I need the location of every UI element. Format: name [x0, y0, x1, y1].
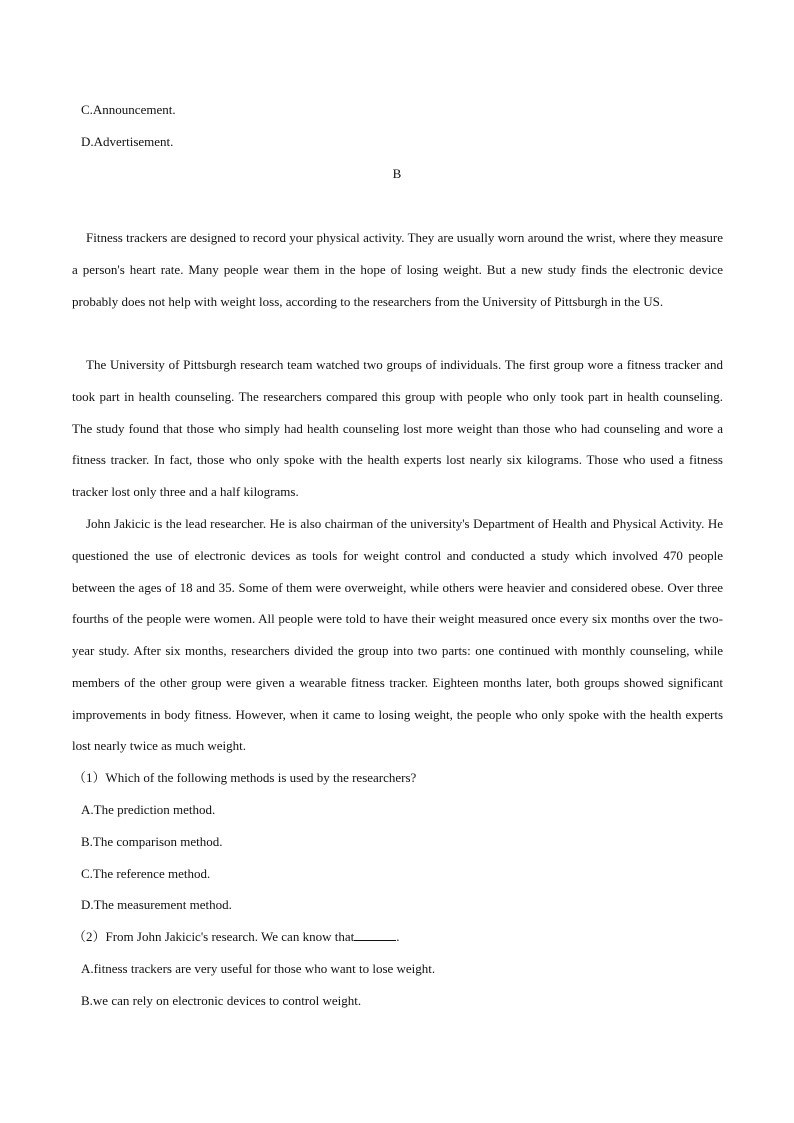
- question-1-option-d: D.The measurement method.: [81, 897, 232, 912]
- section-label: B: [392, 166, 402, 181]
- question-1-option-b: B.The comparison method.: [81, 834, 223, 849]
- passage-paragraph-1: Fitness trackers are designed to record your physical activity. They are usually worn around the wrist, where they measure a person's heart rate. Many people wear them in the hope of losing weight. But a new study finds the electronic device probably does not help with weight loss, according to the researchers from the University of Pittsburgh in the US.: [72, 230, 723, 309]
- prev-option-c: C.Announcement.: [81, 102, 176, 117]
- passage-paragraph-3: John Jakicic is the lead researcher. He is also chairman of the university's Department of Health and Physical Activity. He questioned the use of electronic devices as tools for weight control and conducted a study which involved 470 people between the ages of 18 and 35. Some of them were overweight, while others were heavier and considered obese. Over three fourths of the people were women. All people were told to have their weight measured once every six months over the two-year study. After six months, researchers divided the group into two parts: one continued with monthly counseling, while members of the other group were given a wearable fitness tracker. Eighteen months later, both groups showed significant improvements in body fitness. However, when it came to losing weight, the people who only spoke with the health experts lost nearly twice as much weight.: [72, 516, 723, 754]
- question-1-option-c: C.The reference method.: [81, 866, 211, 881]
- answer-blank: [354, 929, 396, 941]
- question-2-stem: [73, 929, 399, 945]
- passage-paragraph-2: The University of Pittsburgh research team watched two groups of individuals. The first group wore a fitness tracker and took part in health counseling. The researchers compared this group with people who only took part in health counseling. The study found that those who simply had health counseling lost more weight than those who had counseling and wore a fitness tracker. In fact, those who only spoke with the health experts lost nearly six kilograms. Those who used a fitness tracker lost only three and a half kilograms.: [72, 357, 723, 499]
- question-2-option-b: B.we can rely on electronic devices to control weight.: [81, 993, 362, 1008]
- question-2-option-a: A.fitness trackers are very useful for those who want to lose weight.: [81, 961, 436, 976]
- question-2-stem-end: .: [396, 929, 400, 944]
- question-1-option-a: A.The prediction method.: [81, 802, 216, 817]
- question-1-stem: （1）Which of the following methods is used by the researchers?: [73, 770, 417, 785]
- question-2-stem-text: （2）From John Jakicic's research. We can know that: [73, 929, 355, 944]
- prev-option-d: D.Advertisement.: [81, 134, 174, 149]
